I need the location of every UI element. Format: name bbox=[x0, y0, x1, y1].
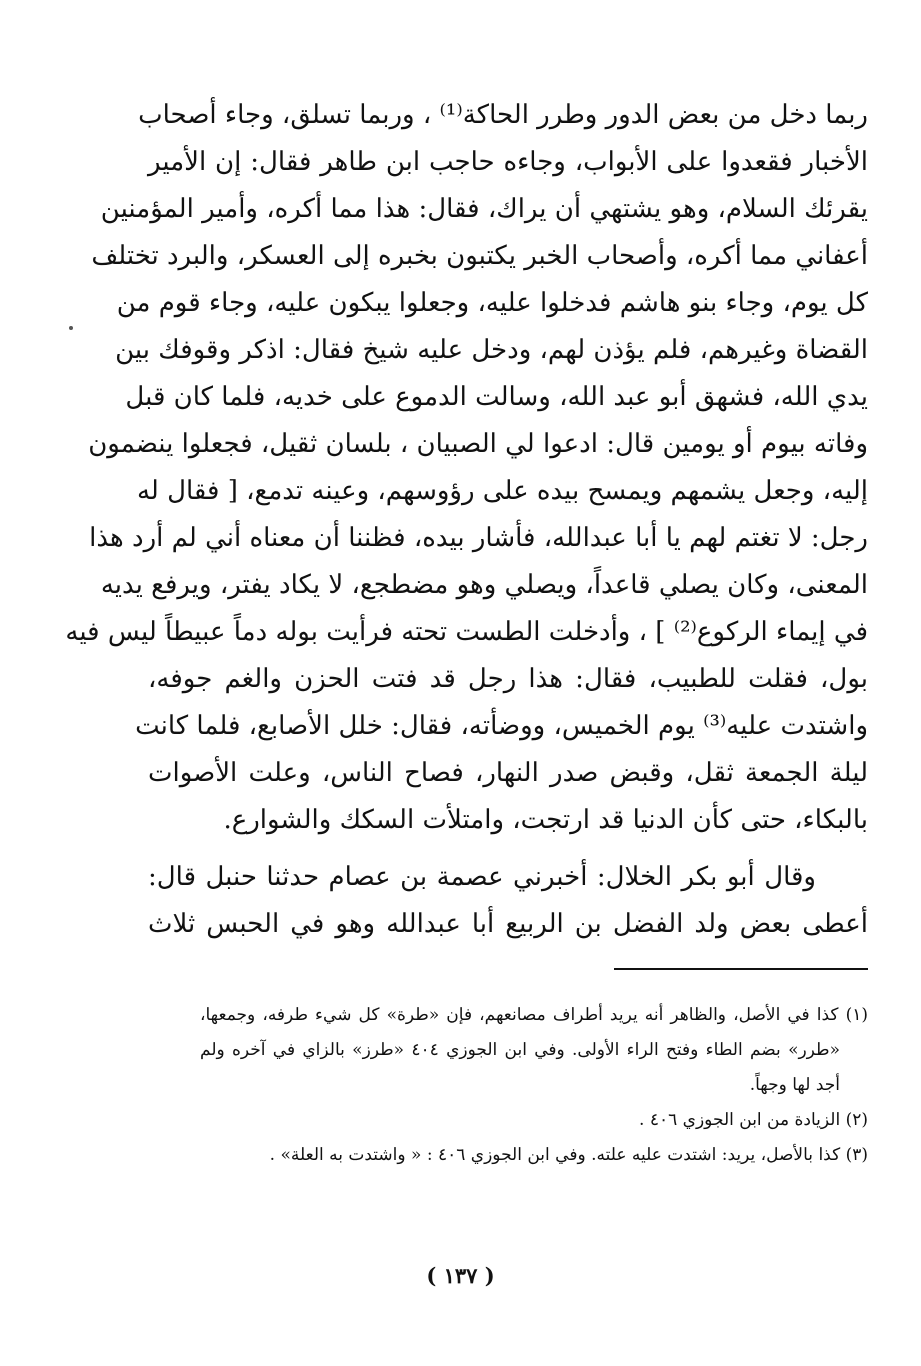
text-line: وقال أبو بكر الخلال: أخبرني عصمة بن عصام حدثنا حنبل قال: bbox=[148, 862, 816, 892]
text-line: وفاته بيوم أو يومين قال: ادعوا لي الصبيان ، بلسان ثقيل، فجعلوا ينضمون bbox=[88, 429, 868, 459]
text-line: يقرئك السلام، وهو يشتهي أن يراك، فقال: هذا مما أكره، وأمير المؤمنين bbox=[100, 194, 868, 224]
text-line: إليه، وجعل يشمهم ويمسح بيده على رؤوسهم، وعينه تدمع، [ فقال له bbox=[136, 476, 868, 506]
text-line: في إيماء الركوع⁽²⁾ ] ، وأدخلت الطست تحته فرأيت بوله دماً عبيطاً ليس فيه bbox=[65, 617, 868, 647]
text-line: كل يوم، وجاء بنو هاشم فدخلوا عليه، وجعلوا يبكون عليه، وجاء قوم من bbox=[116, 288, 868, 318]
footnote-line: (١) كذا في الأصل، والظاهر أنه يريد أطراف مصانعهم، فإن «طرة» كل شيء طرفه، وجمعها، bbox=[200, 1005, 868, 1025]
footnote-line: «طرر» بضم الطاء وفتح الراء الأولى. وفي ابن الجوزي ٤٠٤ «طرز» بالزاي في آخره ولم bbox=[200, 1040, 840, 1060]
text-line: يدي الله، فشهق أبو عبد الله، وسالت الدموع على خديه، فلما كان قبل bbox=[125, 382, 868, 412]
footnote-line: (٣) كذا بالأصل، يريد: اشتدت عليه علته. وفي ابن الجوزي ٤٠٦ : « واشتدت به العلة» . bbox=[269, 1145, 868, 1165]
footnote-line: أجد لها وجهاً. bbox=[749, 1075, 840, 1095]
main-text bbox=[65, 92, 868, 948]
text-line: رجل: لا تغتم لهم يا أبا عبدالله، فأشار بيده، فظننا أن معناه أني لم أرد هذا bbox=[89, 523, 868, 553]
footnote-separator bbox=[614, 968, 868, 970]
footnotes bbox=[200, 998, 868, 1173]
text-line: القضاة وغيرهم، فلم يؤذن لهم، ودخل عليه شيخ فقال: اذكر وقوفك بين bbox=[115, 335, 868, 365]
text-line: المعنى، وكان يصلي قاعداً، ويصلي وهو مضطجع، لا يكاد يفتر، ويرفع يديه bbox=[100, 570, 868, 600]
text-line: أعفاني مما أكره، وأصحاب الخبر يكتبون بخبره إلى العسكر، والبرد تختلف bbox=[91, 241, 868, 271]
text-line: واشتدت عليه⁽³⁾ يوم الخميس، ووضأته، فقال: خلل الأصابع، فلما كانت bbox=[135, 711, 868, 741]
text-line: الأخبار فقعدوا على الأبواب، وجاءه حاجب ابن طاهر فقال: إن الأمير bbox=[148, 147, 868, 177]
footnote-line: (٢) الزيادة من ابن الجوزي ٤٠٦ . bbox=[639, 1110, 868, 1130]
text-line: ربما دخل من بعض الدور وطرر الحاكة⁽¹⁾ ، وربما تسلق، وجاء أصحاب bbox=[138, 100, 868, 130]
text-line: أعطى بعض ولد الفضل بن الربيع أبا عبدالله وهو في الحبس ثلاث bbox=[148, 909, 868, 939]
text-line: بول، فقلت للطبيب، فقال: هذا رجل قد فتت الحزن والغم جوفه، bbox=[148, 664, 868, 694]
scan-speck bbox=[69, 326, 73, 330]
page-number: ( ١٣٧ ) bbox=[426, 1263, 495, 1288]
text-line: بالبكاء، حتى كأن الدنيا قد ارتجت، وامتلأت السكك والشوارع. bbox=[223, 805, 868, 835]
text-line: ليلة الجمعة ثقل، وقبض صدر النهار، فصاح الناس، وعلت الأصوات bbox=[148, 758, 868, 788]
paragraph-gap bbox=[148, 844, 868, 854]
